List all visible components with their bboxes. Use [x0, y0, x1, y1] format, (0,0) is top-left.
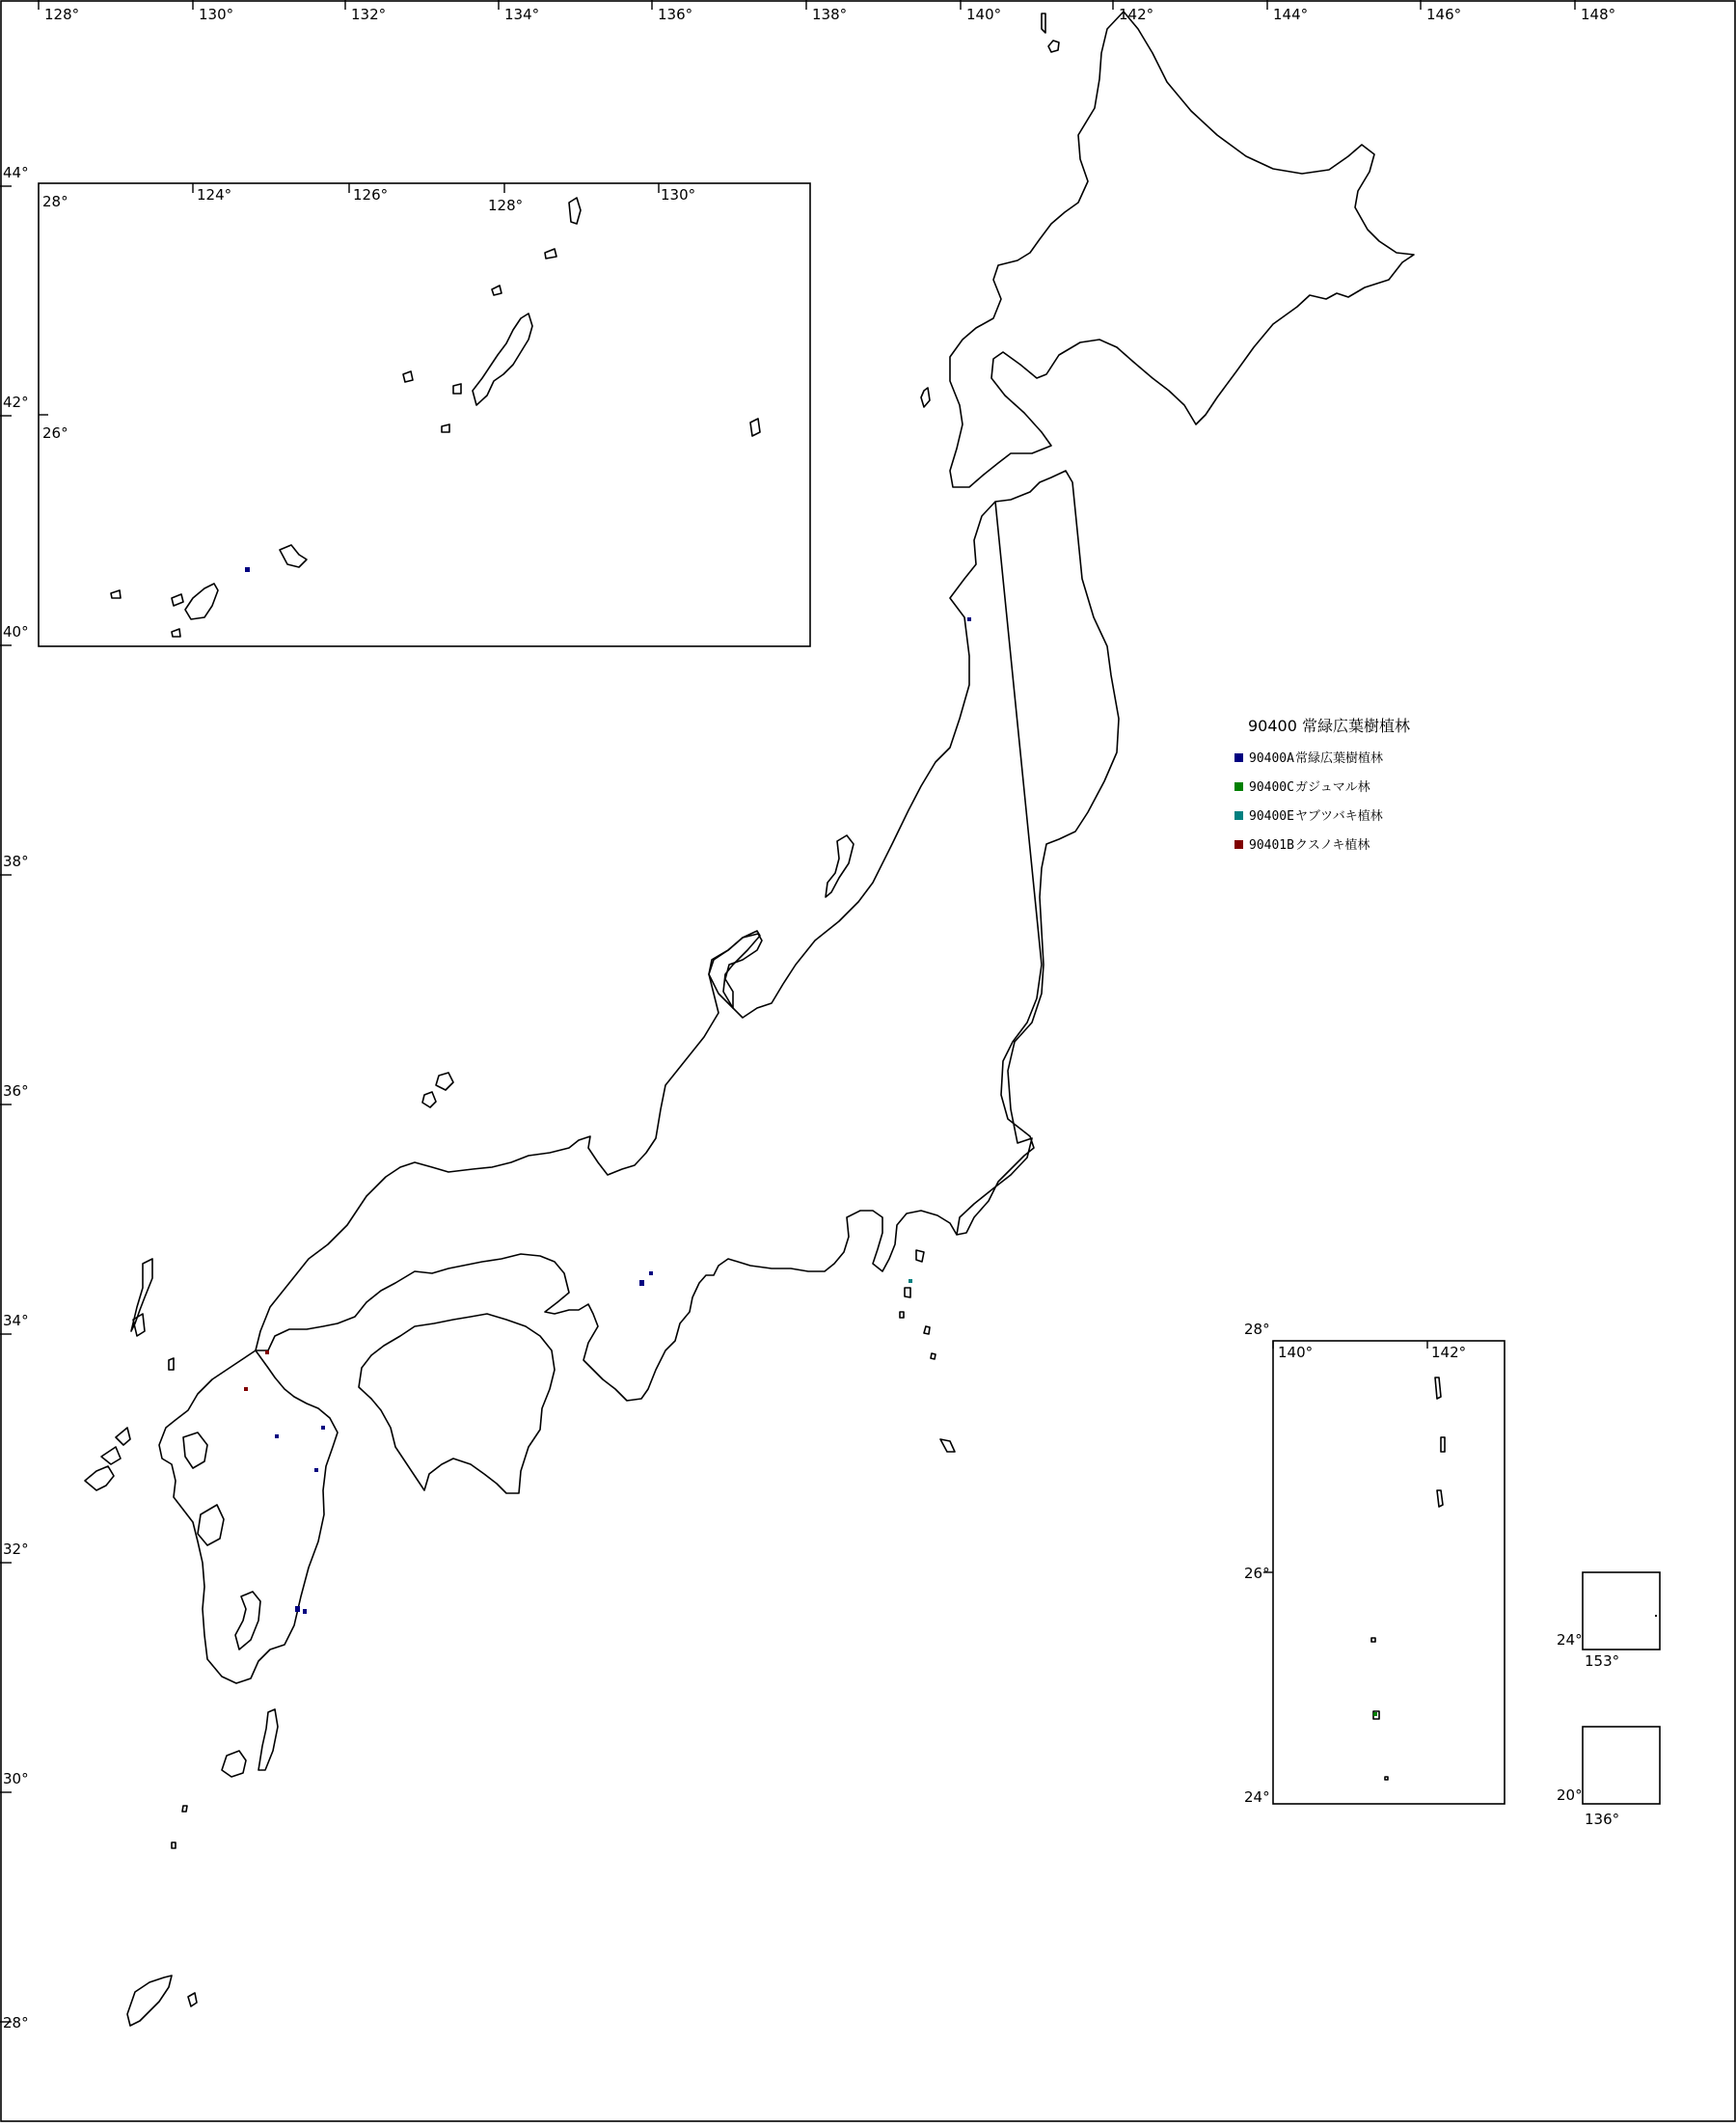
- legend-item: [1234, 808, 1383, 824]
- legend-swatch: [1234, 782, 1243, 791]
- main-longitude-axis: [39, 0, 1615, 23]
- lat-label-44: 44°: [3, 164, 29, 181]
- minamitorishima-inset-frame: [1583, 1572, 1660, 1650]
- ogasawara-lon-label-142: 142°: [1431, 1344, 1467, 1361]
- legend-name: 常緑広葉樹植林: [1295, 751, 1384, 766]
- lat-label-40: 40°: [3, 623, 29, 641]
- lon-label-130: 130°: [199, 6, 234, 23]
- distribution-point: [295, 1606, 300, 1612]
- lon-label-136: 136°: [658, 6, 693, 23]
- distribution-point: [303, 1609, 307, 1614]
- distribution-point: [321, 1426, 325, 1430]
- lat-label-34: 34°: [3, 1312, 29, 1329]
- distribution-points: [244, 617, 971, 1614]
- lat-label-42: 42°: [3, 394, 29, 411]
- inset-lon-label-128: 128°: [488, 197, 524, 214]
- inset-lon-label-124: 124°: [197, 186, 232, 204]
- legend-code: 90400A: [1249, 751, 1294, 766]
- lon-label-128: 128°: [44, 6, 80, 23]
- inset-lon-label-130: 130°: [661, 186, 696, 204]
- honshu-coast: [957, 471, 1119, 1235]
- distribution-point: [639, 1280, 644, 1286]
- inset-lon-label-28: 28°: [42, 193, 68, 210]
- distribution-point: [265, 1350, 269, 1354]
- ryukyu-inset: [39, 183, 810, 646]
- legend-swatch: [1234, 840, 1243, 849]
- distribution-point: [245, 567, 250, 572]
- lon-label-142: 142°: [1119, 6, 1154, 23]
- inset-lat-label-26: 26°: [42, 424, 68, 442]
- okinotorishima-lon-label: 136°: [1585, 1811, 1620, 1828]
- lon-label-138: 138°: [812, 6, 848, 23]
- lon-label-134: 134°: [504, 6, 540, 23]
- okinotorishima-lat-label: 20°: [1557, 1786, 1583, 1804]
- distribution-point: [244, 1387, 248, 1391]
- distribution-point: [967, 617, 971, 621]
- ogasawara-inset: [1244, 1321, 1505, 1806]
- legend-name: ガジュマル林: [1295, 780, 1370, 795]
- ogasawara-lat-label-28: 28°: [1244, 1321, 1270, 1338]
- hokkaido-coast: [950, 12, 1414, 487]
- ogasawara-inset-frame: [1273, 1341, 1505, 1804]
- minamitorishima-inset: [1557, 1572, 1660, 1670]
- distribution-point: [314, 1468, 318, 1472]
- distribution-point: [275, 1434, 279, 1438]
- lat-label-28: 28°: [3, 2014, 29, 2032]
- okinotorishima-inset: [1557, 1727, 1660, 1828]
- ogasawara-lat-label-24: 24°: [1244, 1788, 1270, 1806]
- ogasawara-lon-label-140: 140°: [1278, 1344, 1314, 1361]
- legend: [1234, 717, 1410, 853]
- lat-label-30: 30°: [3, 1770, 29, 1787]
- legend-item: [1234, 750, 1383, 766]
- legend-swatch: [1234, 753, 1243, 762]
- lon-label-132: 132°: [351, 6, 387, 23]
- distribution-point: [1373, 1712, 1377, 1716]
- legend-code: 90400E: [1249, 809, 1294, 824]
- kyushu-coast: [159, 1350, 338, 1683]
- lon-label-144: 144°: [1273, 6, 1309, 23]
- minamitorishima-lon-label: 153°: [1585, 1652, 1620, 1670]
- legend-name: クスノキ植林: [1295, 838, 1370, 853]
- distribution-point: [909, 1279, 912, 1283]
- inset-lon-label-126: 126°: [353, 186, 389, 204]
- ogasawara-lat-label-26: 26°: [1244, 1565, 1270, 1582]
- legend-code: 90401B: [1249, 838, 1294, 853]
- legend-item: [1234, 779, 1370, 795]
- legend-code: 90400C: [1249, 780, 1294, 795]
- minamitorishima-lat-label: 24°: [1557, 1631, 1583, 1649]
- coastlines: [85, 12, 1414, 2026]
- lat-label-32: 32°: [3, 1541, 29, 1558]
- lon-label-140: 140°: [966, 6, 1002, 23]
- legend-name: ヤブツバキ植林: [1295, 809, 1383, 824]
- lon-label-146: 146°: [1426, 6, 1462, 23]
- shikoku-coast: [359, 1314, 555, 1493]
- main-latitude-axis: [0, 164, 29, 2032]
- okinotorishima-inset-frame: [1583, 1727, 1660, 1804]
- lon-label-148: 148°: [1581, 6, 1616, 23]
- lat-label-38: 38°: [3, 853, 29, 870]
- legend-item: [1234, 837, 1370, 853]
- lat-label-36: 36°: [3, 1082, 29, 1100]
- distribution-point: [649, 1271, 653, 1275]
- ryukyu-inset-frame: [39, 183, 810, 646]
- legend-swatch: [1234, 811, 1243, 820]
- legend-title: 90400 常緑広葉樹植林: [1248, 717, 1410, 735]
